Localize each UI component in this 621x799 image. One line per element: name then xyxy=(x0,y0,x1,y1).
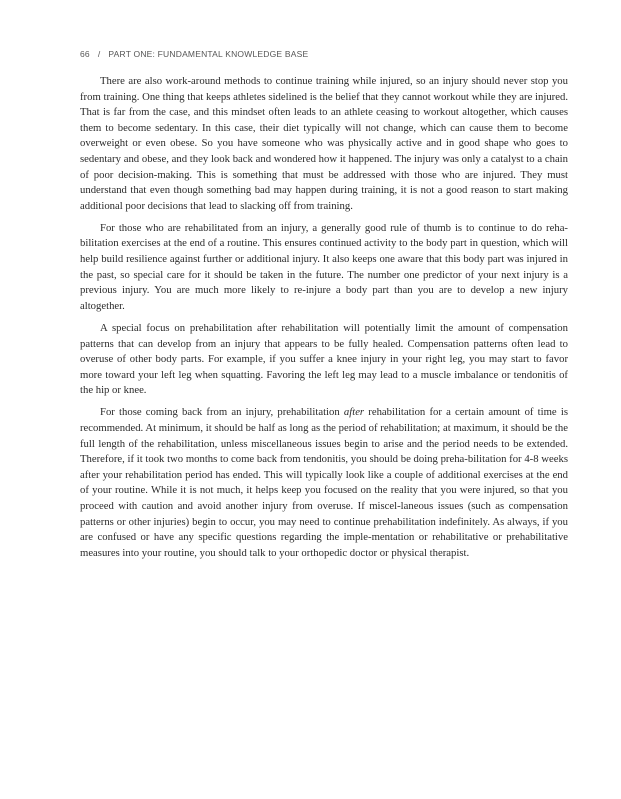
paragraph-1: There are also work-around methods to continue training while injured, so an injury should never stop you from training. One thing that keeps athletes sidelined is the belief that they cannot workout while they are injured. That is far from the case, and this mindset often leads to an athlete ceasing to workout altogether, which causes them to become sedentary. In this case, their diet typically will not change, which can cause them to become overweight or even obese. So you have someone who was physically active and in good shape who goes to sedentary and obese, and they look back and wondered how it happened. The injury was only a catalyst to a chain of poor decision-making. This is something that must be addressed with those who are injured. They must understand that even though something bad may happen during training, it is not a good reason to start making additional poor decisions that lead to slacking off from training. xyxy=(80,75,568,212)
emphasis-after: after xyxy=(343,406,365,419)
page-number: 66 xyxy=(80,49,90,59)
paragraph-3: A special focus on prehabilitation after rehabilitation will potentially limit the amount of compensation patterns that can develop from an injury that appears to be fully healed. Compensation patterns often lead to overuse of other body parts. For example, if you suffer a knee injury in your right leg, you may start to favor more toward your left leg when squatting. Favoring the left leg may lead to a muscle imbalance or tendonitis of the hip or knee. xyxy=(80,321,568,397)
header-separator: / xyxy=(97,49,101,59)
paragraph-4-rest: rehabilitation for a certain amount of time is recommended. At minimum, it should be half as long as the period of rehabilitation; at maximum, it should be the full length of the rehabilitation, unless miscellaneous issues begin to arise and the period needs to be extended. Therefore, if it took two months to come back from tendonitis, you should be doing preha-bilitation for 4-8 weeks after your rehabilitation period has ended. This will typically look like a couple of additional exercises at the end of your routine. While it is not much, it helps keep you focused on the reality that you were injured, so that you proceed with caution and avoid another injury from overuse. If miscel-laneous issues (such as compensation patterns or other injuries) begin to occur, you may need to continue prehabilitation indefinitely. As always, if you are confused or have any specific questions regarding the imple-mentation or rehabilitative or prehabilitative measures into your routine, you should talk to your orthopedic doctor or physical therapist. xyxy=(80,406,568,559)
paragraph-4-start: For those coming back from an injury, prehabilitation xyxy=(100,406,344,419)
paragraph-2: For those who are rehabilitated from an injury, a generally good rule of thumb is to continue to do reha-bilitation exercises at the end of a routine. This ensures continued activity to the body part in question, which will help build resilience against further or additional injury. It also keeps one aware that this body part was injured in the past, so special care for it should be taken in the future. The number one predictor of your next injury is a previous injury. You are much more likely to re-injure a body part than you are to develop a new injury altogether. xyxy=(80,221,568,312)
paragraph-4 xyxy=(80,405,568,561)
body-text xyxy=(80,74,568,568)
running-header xyxy=(80,49,308,59)
running-title: PART ONE: FUNDAMENTAL KNOWLEDGE BASE xyxy=(108,49,309,59)
